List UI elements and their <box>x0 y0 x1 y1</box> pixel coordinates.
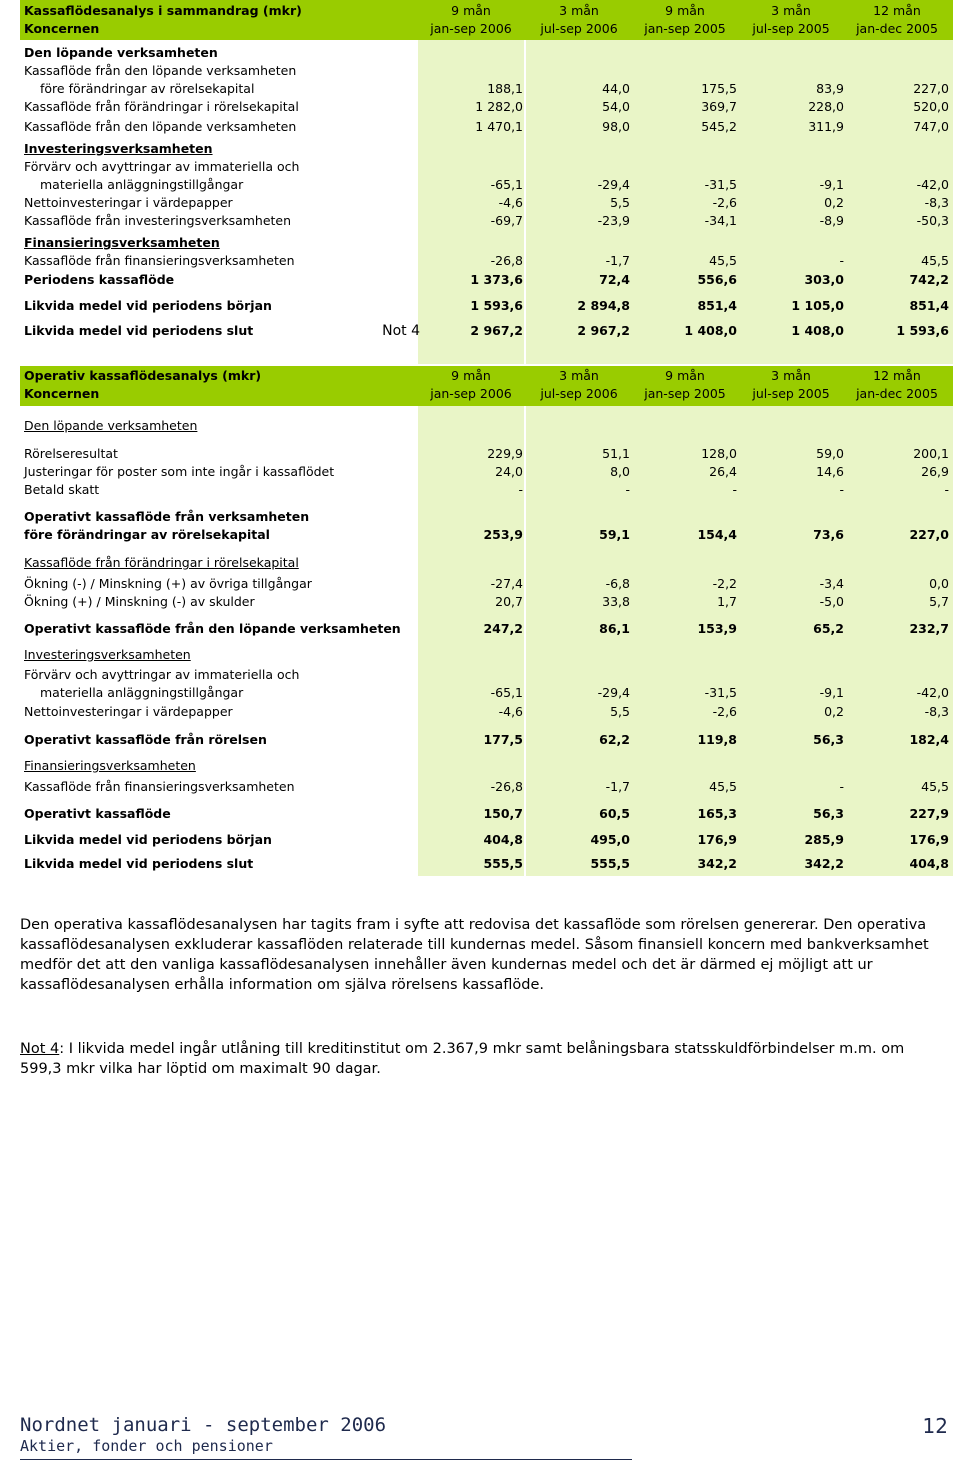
table-row <box>20 445 953 463</box>
note-4-text: : I likvida medel ingår utlåning till kreditinstitut om 2.367,9 mkr samt belåningsbara statsskuldförbindelser m.m. om 599,3 mkr vilka har löptid om maximalt 90 dagar. <box>20 1041 905 1077</box>
cell-value: -9,1 <box>819 685 844 700</box>
column-period: 9 mån <box>451 368 491 383</box>
cell-value: -6,8 <box>605 576 630 591</box>
row-label: Kassaflöde från förändringar i rörelsekapital <box>24 99 299 114</box>
section-heading: Investeringsverksamheten <box>24 141 213 156</box>
table-row <box>20 575 953 593</box>
cell-value: 1 408,0 <box>684 323 737 338</box>
cell-value: -5,0 <box>819 594 844 609</box>
table-row <box>20 778 953 796</box>
paragraph-text: Den operativa kassaflödesanalysen har tagits fram i syfte att redovisa det kassaflöde som rörelsen genererar. Den operativa kassaflödesanalysen exkluderar kassaflöden relaterade till kundernas medel. Såsom finansiell koncern med bankverksamhet medför det att den vanliga kassaflödesanalysen innehåller även kundernas medel och det är därmed ej möjligt att ur kassaflödesanalysen erhålla information om själva rörelsens kassaflöde. <box>20 917 929 993</box>
cell-value: 2 894,8 <box>577 298 630 313</box>
column-period: 3 mån <box>559 3 599 18</box>
cell-value: 45,5 <box>921 253 949 268</box>
cell-value: 520,0 <box>913 99 949 114</box>
cell-value: -42,0 <box>916 685 949 700</box>
cell-value: 73,6 <box>813 527 844 542</box>
cell-value: 45,5 <box>921 779 949 794</box>
cell-value: - <box>518 482 523 497</box>
row-label: före förändringar av rörelsekapital <box>24 527 270 542</box>
cell-value: 86,1 <box>599 621 630 636</box>
cell-value: 98,0 <box>602 119 630 134</box>
row-label: Den löpande verksamheten <box>24 45 218 60</box>
cell-value: 33,8 <box>602 594 630 609</box>
cell-value: 545,2 <box>701 119 737 134</box>
column-period: 9 mån <box>665 3 705 18</box>
row-label: Rörelseresultat <box>24 446 118 461</box>
row-label: Likvida medel vid periodens början <box>24 298 272 313</box>
cell-value: 1 593,6 <box>470 298 523 313</box>
cell-value: -2,6 <box>712 704 737 719</box>
column-range: jul-sep 2006 <box>540 386 618 401</box>
row-label: Kassaflöde från den löpande verksamheten <box>24 63 297 78</box>
cell-value: 59,0 <box>816 446 844 461</box>
cell-value: -69,7 <box>490 213 523 228</box>
cell-value: 60,5 <box>599 806 630 821</box>
cell-value: 5,7 <box>929 594 949 609</box>
table-row <box>20 234 953 252</box>
cell-value: -2,2 <box>712 576 737 591</box>
cell-value: 227,0 <box>909 527 949 542</box>
table-row <box>20 666 953 684</box>
table-row <box>20 855 953 873</box>
row-label: Nettoinvesteringar i värdepapper <box>24 195 233 210</box>
row-label: Operativt kassaflöde från verksamheten <box>24 509 310 524</box>
column-range: jan-sep 2006 <box>430 386 512 401</box>
cell-value: -8,3 <box>924 195 949 210</box>
cell-value: 556,6 <box>697 272 737 287</box>
cell-value: -8,3 <box>924 704 949 719</box>
cell-value: -34,1 <box>704 213 737 228</box>
footer-divider <box>20 1459 632 1460</box>
row-label: Likvida medel vid periodens slut <box>24 856 254 871</box>
cell-value: 227,9 <box>909 806 949 821</box>
table-row <box>20 554 953 572</box>
table-row <box>20 831 953 849</box>
cell-value: -26,8 <box>490 253 523 268</box>
table-row <box>20 526 953 544</box>
cell-value: 2 967,2 <box>470 323 523 338</box>
cell-value: -42,0 <box>916 177 949 192</box>
cell-value: 342,2 <box>804 856 844 871</box>
cell-value: 51,1 <box>602 446 630 461</box>
cell-value: -4,6 <box>498 704 523 719</box>
cell-value: 175,5 <box>701 81 737 96</box>
cell-value: 188,1 <box>487 81 523 96</box>
cell-value: -27,4 <box>490 576 523 591</box>
table-row <box>20 805 953 823</box>
cell-value: 5,5 <box>610 704 630 719</box>
row-label: materiella anläggningstillgångar <box>40 177 244 192</box>
cell-value: 20,7 <box>495 594 523 609</box>
table-row <box>20 481 953 499</box>
cell-value: - <box>839 779 844 794</box>
table-row <box>20 140 953 158</box>
cell-value: 1 593,6 <box>896 323 949 338</box>
footer-subtitle: Aktier, fonder och pensioner <box>20 1437 273 1455</box>
table-row <box>20 417 953 435</box>
section-heading: Den löpande verksamheten <box>24 418 198 433</box>
note-4 <box>20 1039 940 1079</box>
row-label: Kassaflöde från den löpande verksamheten <box>24 119 297 134</box>
table-row <box>20 194 953 212</box>
cell-value: 150,7 <box>483 806 523 821</box>
cell-value: 1,7 <box>717 594 737 609</box>
cell-value: 495,0 <box>590 832 630 847</box>
cell-value: -1,7 <box>605 779 630 794</box>
cell-value: 128,0 <box>701 446 737 461</box>
cell-value: 0,0 <box>929 576 949 591</box>
cell-value: 404,8 <box>483 832 523 847</box>
cell-value: 747,0 <box>913 119 949 134</box>
cell-value: -31,5 <box>704 177 737 192</box>
column-range: jul-sep 2005 <box>752 21 830 36</box>
cell-value: 247,2 <box>483 621 523 636</box>
row-label: Likvida medel vid periodens början <box>24 832 272 847</box>
cell-value: 83,9 <box>816 81 844 96</box>
column-range: jan-dec 2005 <box>856 386 938 401</box>
cell-value: -9,1 <box>819 177 844 192</box>
cell-value: 8,0 <box>610 464 630 479</box>
section-heading: Kassaflöde från förändringar i rörelsekapital <box>24 555 299 570</box>
cell-value: -29,4 <box>597 685 630 700</box>
row-label: Periodens kassaflöde <box>24 272 175 287</box>
row-label: Kassaflöde från investeringsverksamheten <box>24 213 292 228</box>
cell-value: 232,7 <box>909 621 949 636</box>
cell-value: 56,3 <box>813 732 844 747</box>
cell-value: 200,1 <box>913 446 949 461</box>
table-subtitle: Koncernen <box>24 386 100 401</box>
note-reference: Not 4 <box>382 323 420 339</box>
table-title: Kassaflödesanalys i sammandrag (mkr) <box>24 3 302 18</box>
cell-value: 65,2 <box>813 621 844 636</box>
cell-value: -3,4 <box>819 576 844 591</box>
table-subtitle: Koncernen <box>24 21 100 36</box>
cell-value: -4,6 <box>498 195 523 210</box>
column-period: 9 mån <box>665 368 705 383</box>
note-4-label: Not 4 <box>20 1041 60 1057</box>
cell-value: -50,3 <box>916 213 949 228</box>
column-period: 3 mån <box>771 3 811 18</box>
cell-value: 2 967,2 <box>577 323 630 338</box>
section-heading: Investeringsverksamheten <box>24 647 191 662</box>
cell-value: 555,5 <box>590 856 630 871</box>
cell-value: 1 408,0 <box>791 323 844 338</box>
cell-value: 177,5 <box>483 732 523 747</box>
cell-value: 742,2 <box>909 272 949 287</box>
cell-value: -2,6 <box>712 195 737 210</box>
cell-value: 56,3 <box>813 806 844 821</box>
cell-value: -26,8 <box>490 779 523 794</box>
table-row <box>20 593 953 611</box>
row-label: Förvärv och avyttringar av immateriella och <box>24 667 300 682</box>
cell-value: 555,5 <box>483 856 523 871</box>
cell-value: - <box>839 482 844 497</box>
table-row <box>20 463 953 481</box>
cell-value: 303,0 <box>804 272 844 287</box>
cell-value: 851,4 <box>697 298 737 313</box>
cell-value: 176,9 <box>909 832 949 847</box>
column-range: jul-sep 2006 <box>540 21 618 36</box>
row-label: Justeringar för poster som inte ingår i kassaflödet <box>24 464 335 479</box>
cell-value: 285,9 <box>804 832 844 847</box>
table-row <box>20 212 953 230</box>
operative-cashflow-table <box>20 366 953 876</box>
cell-value: 54,0 <box>602 99 630 114</box>
cell-value: 44,0 <box>602 81 630 96</box>
row-label: Operativt kassaflöde från den löpande verksamheten <box>24 621 401 636</box>
cell-value: 1 282,0 <box>475 99 523 114</box>
column-period: 3 mån <box>771 368 811 383</box>
cell-value: 342,2 <box>697 856 737 871</box>
cell-value: 26,9 <box>921 464 949 479</box>
cell-value: - <box>732 482 737 497</box>
table-row <box>20 508 953 526</box>
cell-value: - <box>839 253 844 268</box>
table-row <box>20 62 953 80</box>
cell-value: 5,5 <box>610 195 630 210</box>
cell-value: 24,0 <box>495 464 523 479</box>
table-row <box>20 684 953 702</box>
cashflow-summary-table <box>20 0 953 364</box>
column-range: jan-sep 2005 <box>644 21 726 36</box>
row-label: Operativt kassaflöde från rörelsen <box>24 732 267 747</box>
cell-value: 1 373,6 <box>470 272 523 287</box>
cell-value: 62,2 <box>599 732 630 747</box>
cell-value: 45,5 <box>709 779 737 794</box>
cell-value: -8,9 <box>819 213 844 228</box>
cell-value: 228,0 <box>808 99 844 114</box>
table-row <box>20 118 953 136</box>
cell-value: 182,4 <box>909 732 949 747</box>
table-row <box>20 620 953 638</box>
page-number: 12 <box>922 1414 948 1438</box>
row-label: Ökning (+) / Minskning (-) av skulder <box>24 594 255 609</box>
row-label: Likvida medel vid periodens slut <box>24 323 254 338</box>
section-heading: Finansieringsverksamheten <box>24 758 196 773</box>
cell-value: 176,9 <box>697 832 737 847</box>
column-period: 9 mån <box>451 3 491 18</box>
table-row <box>20 80 953 98</box>
column-range: jan-sep 2006 <box>430 21 512 36</box>
cell-value: 229,9 <box>487 446 523 461</box>
cell-value: 369,7 <box>701 99 737 114</box>
footer-title: Nordnet januari - september 2006 <box>20 1414 387 1436</box>
table-row <box>20 98 953 116</box>
row-label: Nettoinvesteringar i värdepapper <box>24 704 233 719</box>
row-label: Förvärv och avyttringar av immateriella och <box>24 159 300 174</box>
table-row <box>20 297 953 315</box>
cell-value: 119,8 <box>697 732 737 747</box>
cell-value: 72,4 <box>599 272 630 287</box>
table-row <box>20 158 953 176</box>
table-row <box>20 646 953 664</box>
table-row <box>20 757 953 775</box>
cell-value: 26,4 <box>709 464 737 479</box>
column-range: jul-sep 2005 <box>752 386 830 401</box>
cell-value: -65,1 <box>490 685 523 700</box>
cell-value: 311,9 <box>808 119 844 134</box>
cell-value: 253,9 <box>483 527 523 542</box>
row-label: Ökning (-) / Minskning (+) av övriga tillgångar <box>24 576 312 591</box>
table-row <box>20 176 953 194</box>
row-label: Operativt kassaflöde <box>24 806 171 821</box>
cell-value: -29,4 <box>597 177 630 192</box>
row-label: Kassaflöde från finansieringsverksamheten <box>24 253 295 268</box>
cell-value: -31,5 <box>704 685 737 700</box>
cell-value: 1 470,1 <box>475 119 523 134</box>
cell-value: - <box>944 482 949 497</box>
column-range: jan-sep 2005 <box>644 386 726 401</box>
cell-value: 404,8 <box>909 856 949 871</box>
cell-value: 14,6 <box>816 464 844 479</box>
cell-value: 153,9 <box>697 621 737 636</box>
cell-value: 154,4 <box>697 527 737 542</box>
row-label: Betald skatt <box>24 482 100 497</box>
section-heading: Finansieringsverksamheten <box>24 235 220 250</box>
cell-value: 1 105,0 <box>791 298 844 313</box>
cell-value: -65,1 <box>490 177 523 192</box>
column-period: 3 mån <box>559 368 599 383</box>
table-row <box>20 703 953 721</box>
row-label: materiella anläggningstillgångar <box>40 685 244 700</box>
cell-value: 165,3 <box>697 806 737 821</box>
column-range: jan-dec 2005 <box>856 21 938 36</box>
table-row <box>20 44 953 62</box>
cell-value: 227,0 <box>913 81 949 96</box>
column-period: 12 mån <box>873 3 921 18</box>
cell-value: 59,1 <box>599 527 630 542</box>
cell-value: - <box>625 482 630 497</box>
cell-value: -1,7 <box>605 253 630 268</box>
table-title: Operativ kassaflödesanalys (mkr) <box>24 368 262 383</box>
cell-value: 45,5 <box>709 253 737 268</box>
cell-value: 851,4 <box>909 298 949 313</box>
table-row <box>20 271 953 289</box>
table-row <box>20 252 953 270</box>
row-label: Kassaflöde från finansieringsverksamheten <box>24 779 295 794</box>
table-row <box>20 322 953 340</box>
cell-value: -23,9 <box>597 213 630 228</box>
table-row <box>20 731 953 749</box>
cell-value: 0,2 <box>824 195 844 210</box>
column-period: 12 mån <box>873 368 921 383</box>
explanatory-paragraph <box>20 915 940 995</box>
cell-value: 0,2 <box>824 704 844 719</box>
row-label: före förändringar av rörelsekapital <box>40 81 255 96</box>
